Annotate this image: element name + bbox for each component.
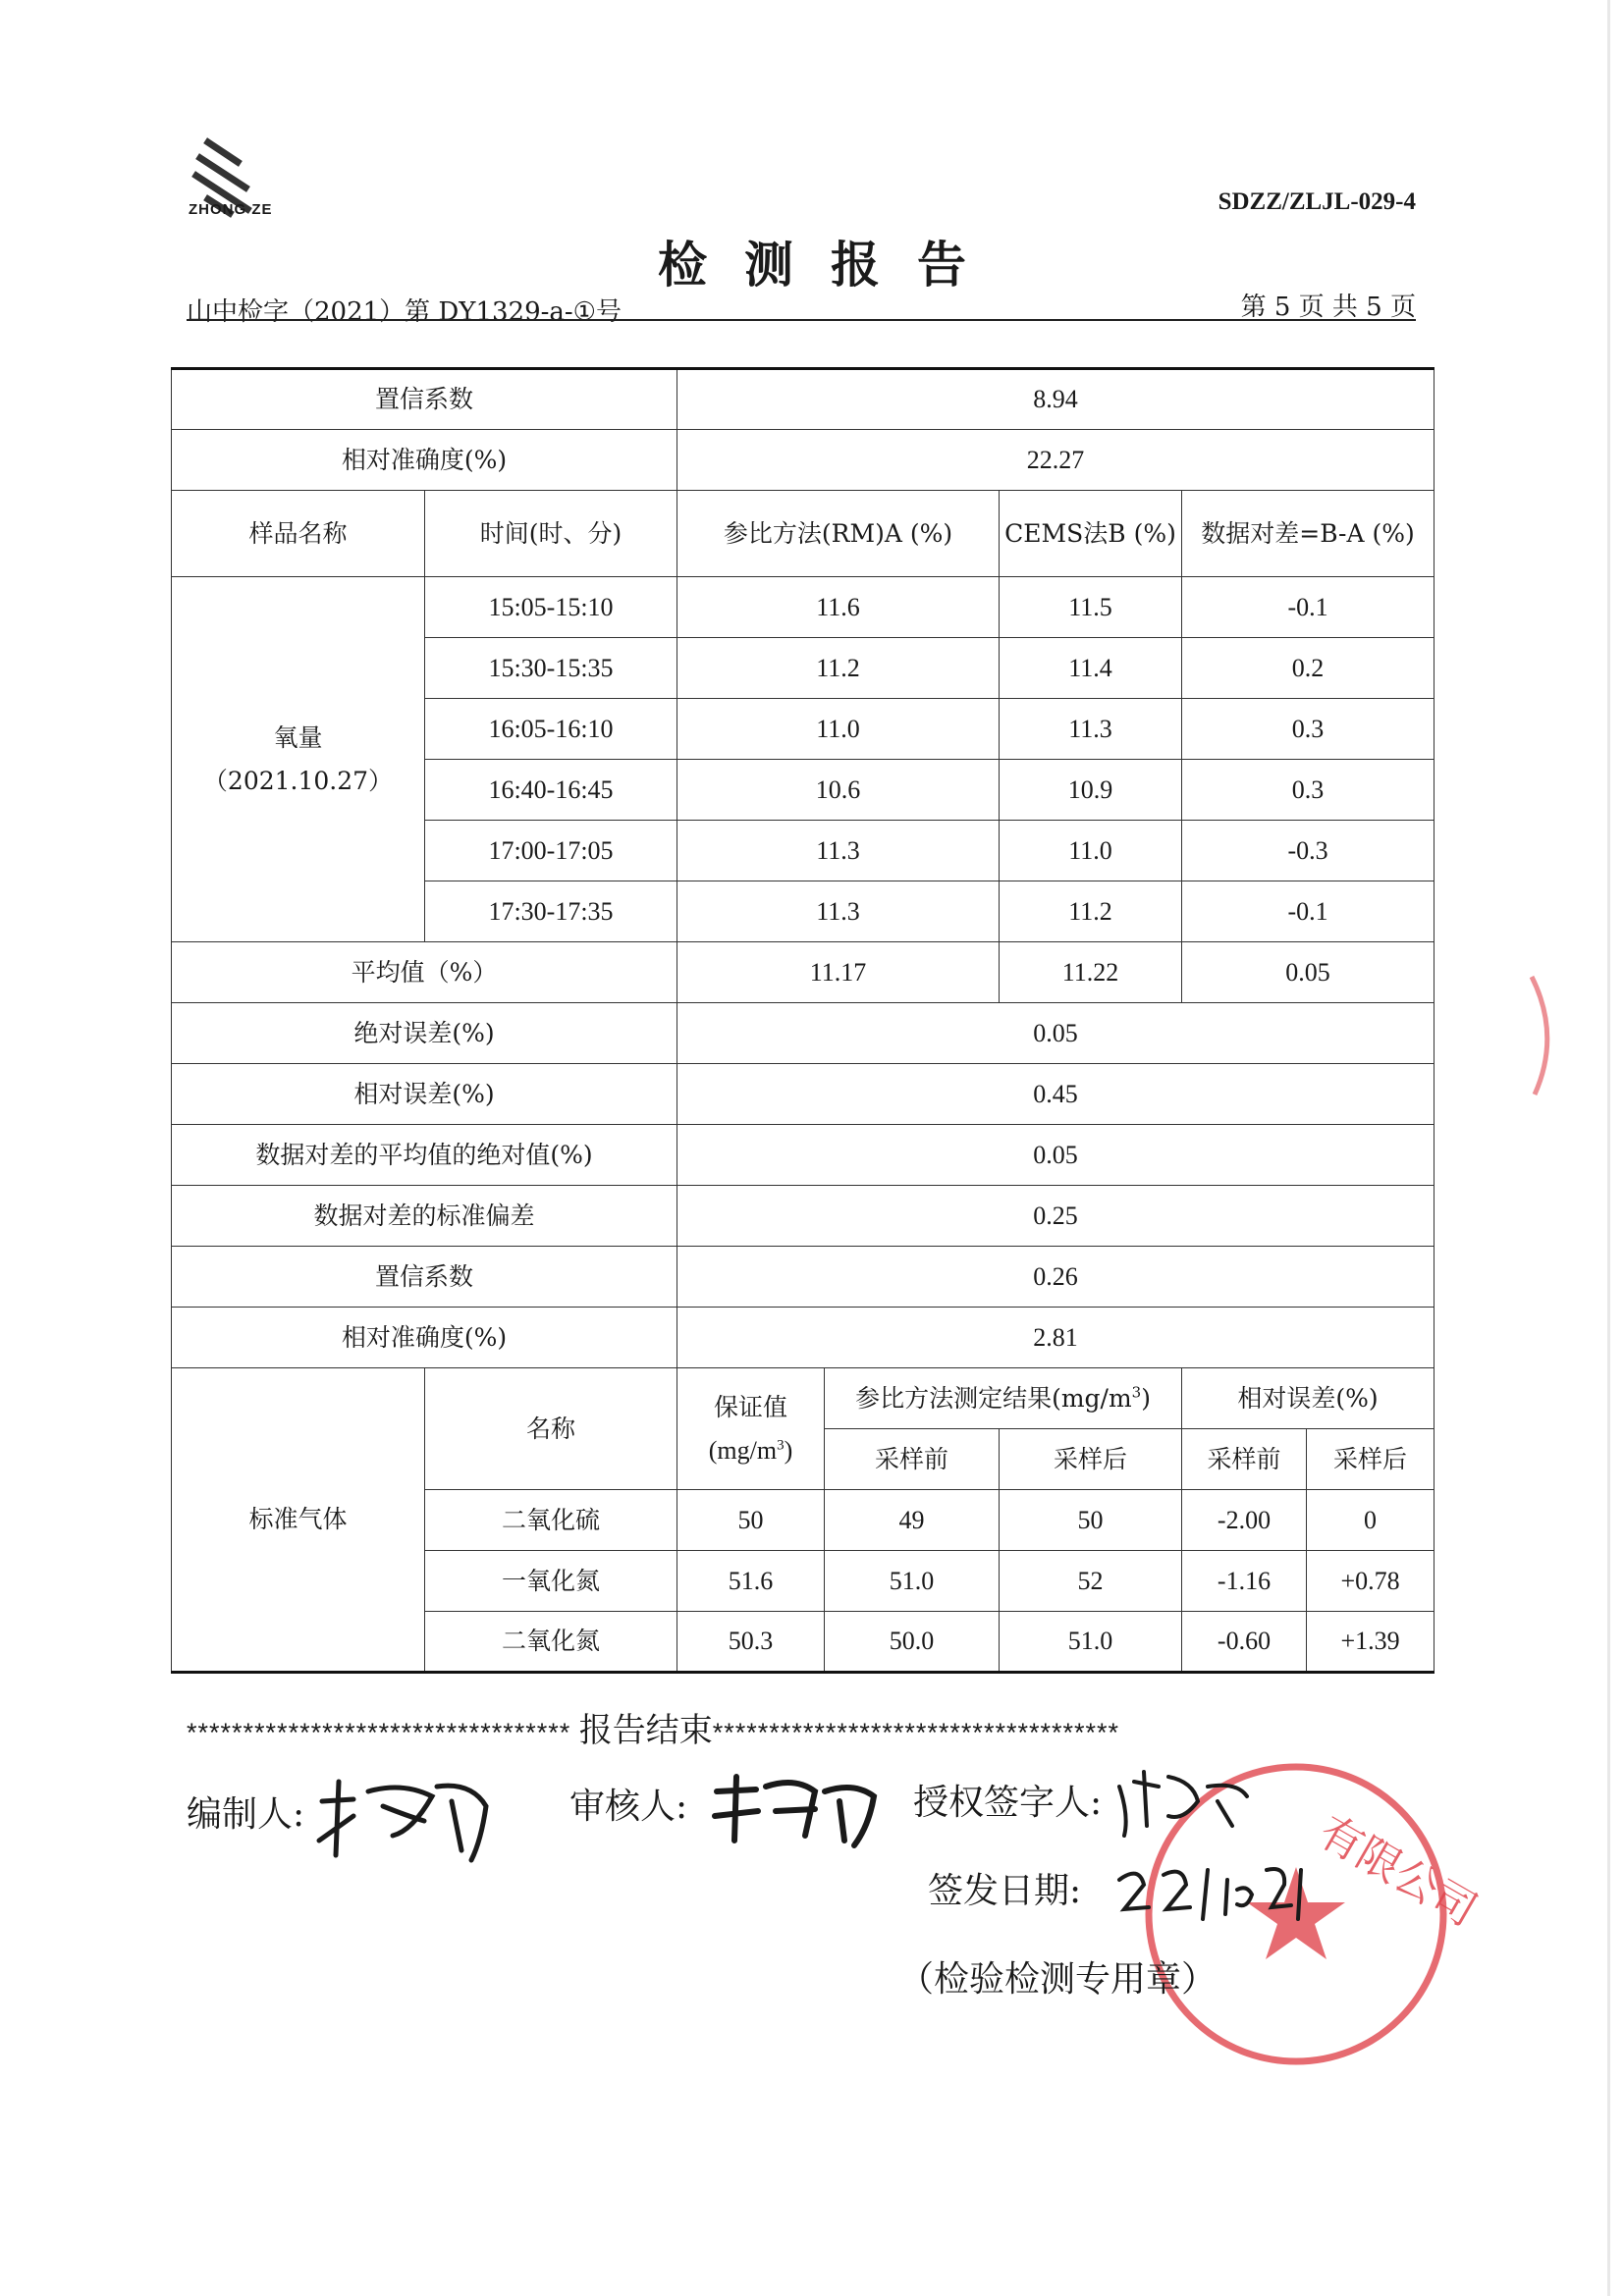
cems-value: 11.5 <box>1000 577 1182 638</box>
issue-date-handwriting <box>1110 1850 1316 1929</box>
col-header-diff: 数据对差=B-A (%) <box>1182 491 1435 577</box>
authorized-signature <box>1110 1757 1257 1845</box>
summary-value: 0.45 <box>677 1064 1435 1125</box>
summary-value: 8.94 <box>677 369 1435 430</box>
col-header-time: 时间(时、分) <box>425 491 677 577</box>
gas-name: 二氧化硫 <box>425 1490 677 1551</box>
gas-guarantee: 51.6 <box>677 1551 825 1612</box>
average-label: 平均值（%） <box>172 942 677 1003</box>
summary-value: 0.25 <box>677 1186 1435 1247</box>
rm-value: 11.3 <box>677 821 1000 881</box>
gas-err-after: +0.78 <box>1307 1551 1435 1612</box>
diff-value: -0.1 <box>1182 577 1435 638</box>
report-end-line <box>187 1703 1119 1751</box>
summary-label: 相对准确度(%) <box>172 430 677 491</box>
gas-err-after: 0 <box>1307 1490 1435 1551</box>
gas-ref-before: 49 <box>825 1490 1000 1551</box>
summary-label: 数据对差的标准偏差 <box>172 1186 677 1247</box>
gas-name-header: 名称 <box>425 1368 677 1490</box>
guarantee-unit: $(mg/m^3)$ <box>708 1435 793 1465</box>
err-after-header: 采样后 <box>1307 1429 1435 1490</box>
header-divider <box>187 319 1416 321</box>
gas-ref-after: 52 <box>1000 1551 1182 1612</box>
reviewed-by-label: 审核人: <box>569 1787 688 1827</box>
cems-value: 11.0 <box>1000 821 1182 881</box>
time-cell: 15:30-15:35 <box>425 638 677 699</box>
time-cell: 17:30-17:35 <box>425 881 677 942</box>
err-before-header: 采样前 <box>1182 1429 1307 1490</box>
gas-err-after: +1.39 <box>1307 1612 1435 1673</box>
document-code: SDZZ/ZLJL-029-4 <box>1218 188 1416 215</box>
guarantee-label: 保证值 <box>714 1392 788 1421</box>
summary-label: 置信系数 <box>172 1247 677 1308</box>
gas-err-before: -0.60 <box>1182 1612 1307 1673</box>
gas-err-before: -1.16 <box>1182 1551 1307 1612</box>
summary-value: 22.27 <box>677 430 1435 491</box>
gas-guarantee-header <box>677 1368 825 1490</box>
sample-date: （2021.10.27） <box>202 766 394 795</box>
issue-date-label: 签发日期: <box>928 1871 1082 1911</box>
scan-edge <box>1607 0 1610 2296</box>
ref-before-header: 采样前 <box>825 1429 1000 1490</box>
gas-name: 二氧化氮 <box>425 1612 677 1673</box>
time-cell: 16:05-16:10 <box>425 699 677 760</box>
sample-cell <box>172 577 425 942</box>
cems-value: 11.3 <box>1000 699 1182 760</box>
seal-text: 有限公司 <box>1310 1806 1486 1937</box>
time-cell: 15:05-15:10 <box>425 577 677 638</box>
col-header-cems: CEMS法B (%) <box>1000 491 1182 577</box>
summary-label: 相对误差(%) <box>172 1064 677 1125</box>
average-diff: 0.05 <box>1182 942 1435 1003</box>
average-cems: 11.22 <box>1000 942 1182 1003</box>
ref-after-header: 采样后 <box>1000 1429 1182 1490</box>
stars-left: ********************************** <box>187 1718 571 1747</box>
average-rm: 11.17 <box>677 942 1000 1003</box>
diff-value: -0.1 <box>1182 881 1435 942</box>
rm-value: 11.6 <box>677 577 1000 638</box>
col-header-rm: 参比方法(RM)A (%) <box>677 491 1000 577</box>
rm-value: 10.6 <box>677 760 1000 821</box>
diff-value: 0.2 <box>1182 638 1435 699</box>
prepared-by-signature <box>314 1762 501 1870</box>
stars-right: ************************************ <box>712 1718 1120 1747</box>
summary-label: 置信系数 <box>172 369 677 430</box>
diff-value: 0.3 <box>1182 699 1435 760</box>
diff-value: -0.3 <box>1182 821 1435 881</box>
gas-ref-header: 参比方法测定结果$(mg/m^3)$ <box>825 1368 1182 1429</box>
rm-value: 11.2 <box>677 638 1000 699</box>
summary-value: 2.81 <box>677 1308 1435 1368</box>
gas-group-label: 标准气体 <box>172 1368 425 1673</box>
time-cell: 16:40-16:45 <box>425 760 677 821</box>
page-number: 第 5 页 共 5 页 <box>1240 293 1416 322</box>
gas-guarantee: 50.3 <box>677 1612 825 1673</box>
summary-value: 0.05 <box>677 1003 1435 1064</box>
results-table <box>171 367 1435 1674</box>
time-cell: 17:00-17:05 <box>425 821 677 881</box>
cems-value: 11.2 <box>1000 881 1182 942</box>
gas-err-before: -2.00 <box>1182 1490 1307 1551</box>
sample-name: 氧量 <box>273 722 323 752</box>
side-stamp-mark <box>1527 972 1566 1099</box>
gas-name: 一氧化氮 <box>425 1551 677 1612</box>
rm-value: 11.3 <box>677 881 1000 942</box>
gas-ref-before: 51.0 <box>825 1551 1000 1612</box>
report-end-text: 报告结束 <box>578 1711 713 1750</box>
summary-label: 绝对误差(%) <box>172 1003 677 1064</box>
logo-text: ZHONG ZE <box>189 201 273 218</box>
summary-label: 相对准确度(%) <box>172 1308 677 1368</box>
gas-ref-after: 50 <box>1000 1490 1182 1551</box>
gas-rel-err-header: 相对误差(%) <box>1182 1368 1435 1429</box>
prepared-by-label: 编制人: <box>187 1794 305 1835</box>
seal-note: （检验检测专用章） <box>898 1959 1218 2000</box>
gas-ref-before: 50.0 <box>825 1612 1000 1673</box>
diff-value: 0.3 <box>1182 760 1435 821</box>
col-header-sample-name: 样品名称 <box>172 491 425 577</box>
summary-value: 0.05 <box>677 1125 1435 1186</box>
page-title: 检测报告 <box>658 236 1003 294</box>
summary-label: 数据对差的平均值的绝对值(%) <box>172 1125 677 1186</box>
reviewed-by-signature <box>707 1762 884 1860</box>
rm-value: 11.0 <box>677 699 1000 760</box>
report-number: 山中检字（2021）第 DY1329-a-①号 <box>187 297 622 327</box>
authorized-by-label: 授权签字人: <box>913 1783 1103 1823</box>
gas-guarantee: 50 <box>677 1490 825 1551</box>
summary-value: 0.26 <box>677 1247 1435 1308</box>
cems-value: 10.9 <box>1000 760 1182 821</box>
gas-ref-after: 51.0 <box>1000 1612 1182 1673</box>
cems-value: 11.4 <box>1000 638 1182 699</box>
